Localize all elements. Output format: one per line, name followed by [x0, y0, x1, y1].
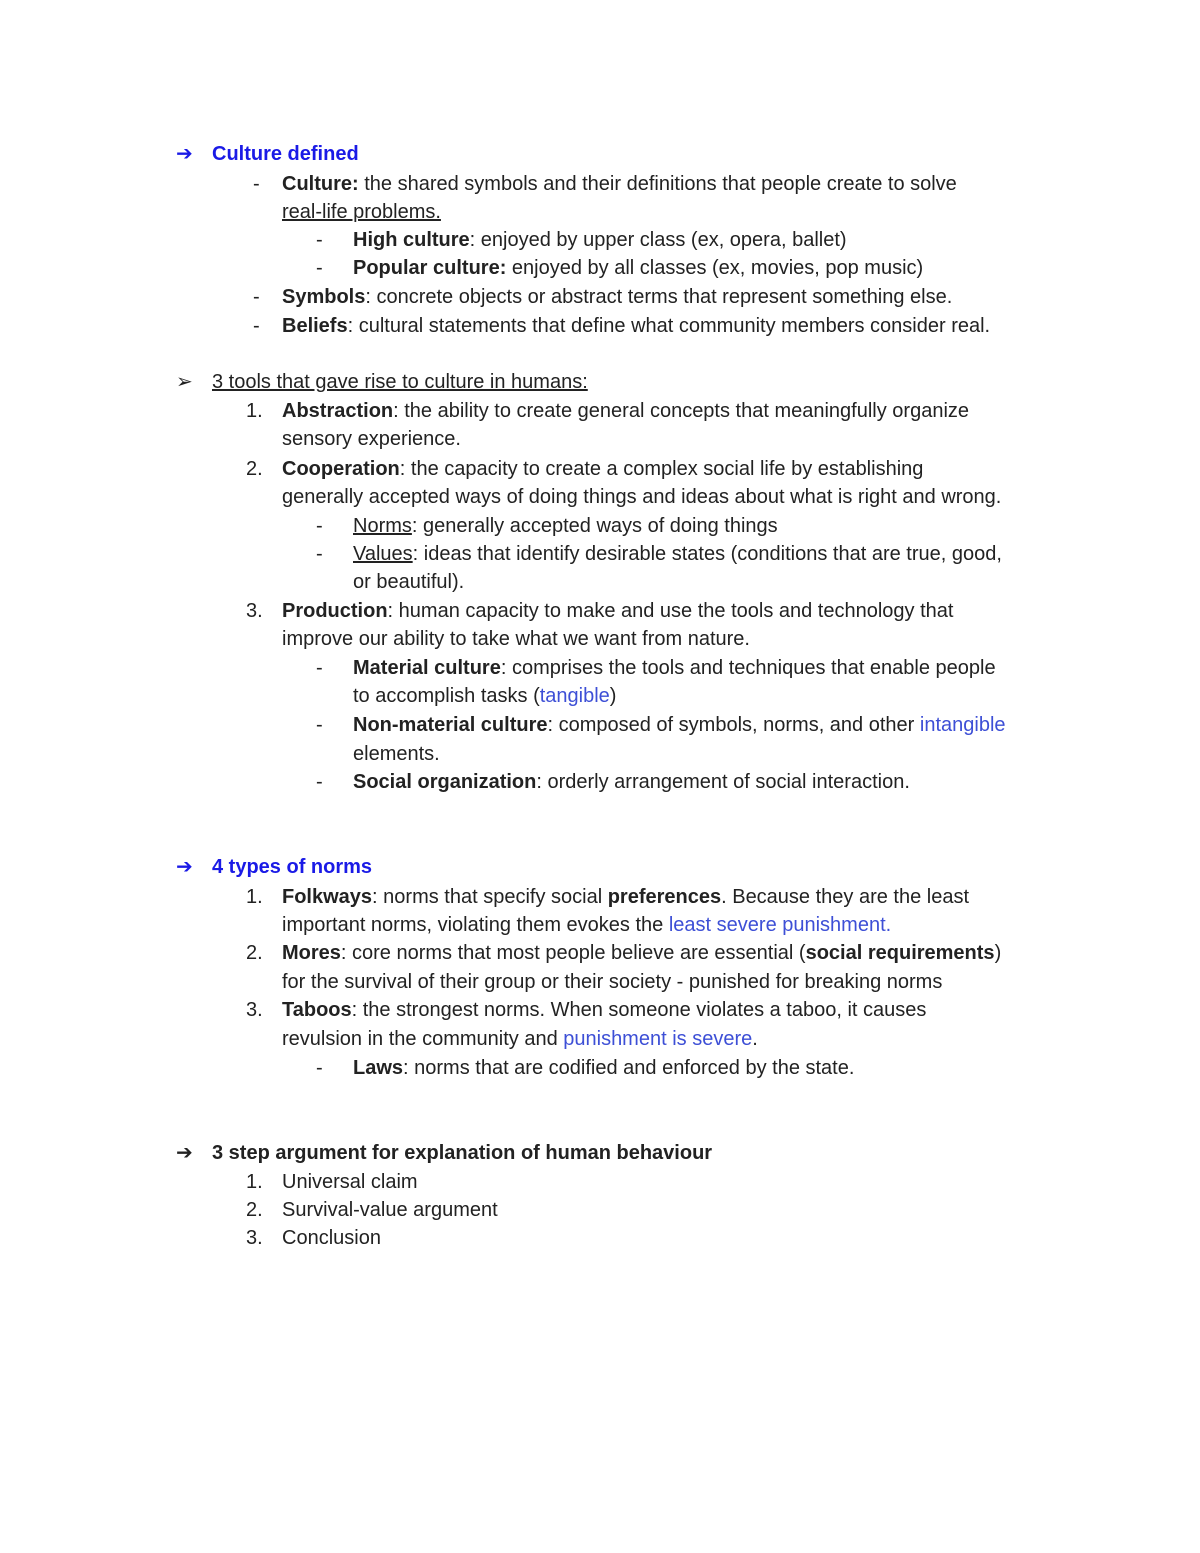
arrowhead-bullet-icon: ➢	[176, 371, 193, 393]
list-number: 2.	[246, 942, 263, 964]
list-number: 1.	[246, 400, 263, 422]
culture-definition: Culture: the shared symbols and their definitions that people create to solve	[282, 173, 957, 195]
argument-item-conclusion: Conclusion	[282, 1227, 381, 1249]
dash-bullet: -	[253, 315, 260, 337]
dash-bullet: -	[253, 286, 260, 308]
list-number: 2.	[246, 1199, 263, 1221]
arrow-bullet-icon: ➔	[176, 1142, 193, 1164]
abstraction-item-cont: sensory experience.	[282, 428, 461, 450]
list-number: 2.	[246, 458, 263, 480]
section-heading-argument: 3 step argument for explanation of human behaviour	[212, 1142, 713, 1164]
culture-definition-cont: real-life problems.	[282, 201, 441, 223]
norms-item: Norms: generally accepted ways of doing things	[353, 515, 778, 537]
folkways-item: Folkways: norms that specify social preferences. Because they are the least	[282, 886, 970, 908]
dash-bullet: -	[316, 714, 323, 736]
dash-bullet: -	[316, 229, 323, 251]
list-number: 1.	[246, 886, 263, 908]
section-heading-tools: 3 tools that gave rise to culture in humans:	[212, 371, 588, 393]
mores-item: Mores: core norms that most people believe are essential (social requirements)	[282, 942, 1002, 964]
material-culture-item-cont: to accomplish tasks (tangible)	[353, 685, 617, 707]
abstraction-item: Abstraction: the ability to create general concepts that meaningfully organize	[282, 400, 970, 422]
dash-bullet: -	[316, 1057, 323, 1079]
dash-bullet: -	[316, 543, 323, 565]
argument-item-universal-claim: Universal claim	[282, 1171, 418, 1193]
folkways-item-cont: important norms, violating them evokes the least severe punishment.	[282, 914, 892, 936]
dash-bullet: -	[316, 771, 323, 793]
values-item: Values: ideas that identify desirable states (conditions that are true, good,	[353, 543, 1002, 565]
list-number: 3.	[246, 600, 263, 622]
arrow-bullet-icon: ➔	[176, 143, 193, 165]
taboos-item: Taboos: the strongest norms. When someone violates a taboo, it causes	[282, 999, 927, 1021]
cooperation-item-cont: generally accepted ways of doing things and ideas about what is right and wrong.	[282, 486, 1002, 508]
list-number: 1.	[246, 1171, 263, 1193]
symbols-item: Symbols: concrete objects or abstract terms that represent something else.	[282, 286, 953, 308]
arrow-bullet-icon: ➔	[176, 856, 193, 878]
dash-bullet: -	[316, 515, 323, 537]
material-culture-item: Material culture: comprises the tools and techniques that enable people	[353, 657, 996, 679]
list-number: 3.	[246, 999, 263, 1021]
nonmaterial-culture-item-cont: elements.	[353, 743, 440, 765]
mores-item-cont: for the survival of their group or their society - punished for breaking norms	[282, 971, 943, 993]
section-heading-norms: 4 types of norms	[212, 856, 373, 878]
popular-culture-item: Popular culture: enjoyed by all classes (ex, movies, pop music)	[353, 257, 924, 279]
argument-item-survival-value: Survival-value argument	[282, 1199, 498, 1221]
dash-bullet: -	[316, 657, 323, 679]
taboos-item-cont: revulsion in the community and punishment is severe.	[282, 1028, 758, 1050]
cooperation-item: Cooperation: the capacity to create a complex social life by establishing	[282, 458, 924, 480]
values-item-cont: or beautiful).	[353, 571, 465, 593]
dash-bullet: -	[253, 173, 260, 195]
list-number: 3.	[246, 1227, 263, 1249]
laws-item: Laws: norms that are codified and enforced by the state.	[353, 1057, 855, 1079]
production-item: Production: human capacity to make and use the tools and technology that	[282, 600, 954, 622]
section-heading-culture: Culture defined	[212, 143, 359, 165]
beliefs-item: Beliefs: cultural statements that define what community members consider real.	[282, 315, 991, 337]
nonmaterial-culture-item: Non-material culture: composed of symbols, norms, and other intangible	[353, 714, 1006, 736]
dash-bullet: -	[316, 257, 323, 279]
production-item-cont: improve our ability to take what we want from nature.	[282, 628, 750, 650]
high-culture-item: High culture: enjoyed by upper class (ex, opera, ballet)	[353, 229, 847, 251]
social-organization-item: Social organization: orderly arrangement of social interaction.	[353, 771, 910, 793]
